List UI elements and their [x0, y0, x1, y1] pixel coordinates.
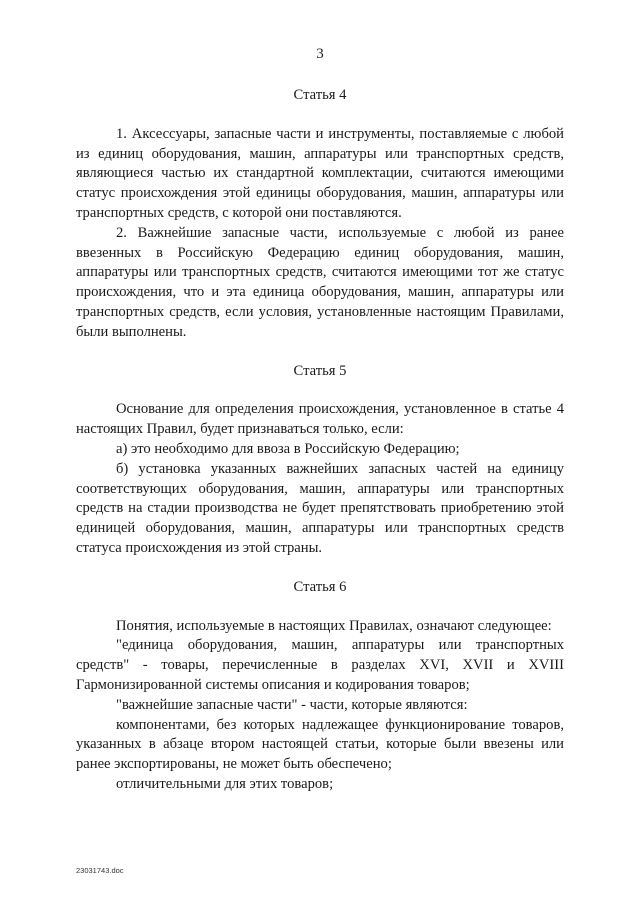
- article-heading: Статья 4: [293, 87, 347, 103]
- paragraph: 2. Важнейшие запасные части, используемые с любой из ранее ввезенных в Российскую Федерацию единиц оборудования, машин, аппаратуры или транспортных средств, считаются имеющими тот же статус происхождения, что и эта единица оборудования, машин, аппаратуры или транспортных средств, если условия, установленные настоящим Правилами, были выполнены.: [76, 224, 564, 340]
- article-5: [76, 362, 564, 559]
- article-heading: Статья 5: [293, 362, 347, 379]
- paragraph: компонентами, без которых надлежащее функционирование товаров, указанных в абзаце втором настоящей статьи, которые были ввезены или ранее экспортированы, не может быть обеспечено;: [76, 716, 564, 773]
- article-4: [76, 86, 564, 343]
- article-heading: Статья 6: [293, 578, 347, 595]
- file-name-footer: 23031743.doc: [76, 866, 124, 875]
- paragraph: "важнейшие запасные части" - части, которые являются:: [116, 696, 468, 713]
- paragraph: "единица оборудования, машин, аппаратуры или транспортных средств" - товары, перечисленные в разделах XVI, XVII и XVIII Гармонизированной системы описания и кодирования товаров;: [76, 637, 564, 693]
- paragraph: отличительными для этих товаров;: [116, 775, 334, 792]
- article-6: [76, 578, 564, 795]
- document-body: [76, 86, 564, 795]
- paragraph: Понятия, используемые в настоящих Правилах, означают следующее:: [116, 617, 552, 634]
- paragraph: Основание для определения происхождения, установленное в статье 4 настоящих Правил, будет признаваться только, если:: [76, 401, 564, 438]
- page-number: 3: [316, 46, 324, 62]
- paragraph: а) это необходимо для ввоза в Российскую Федерацию;: [116, 440, 460, 457]
- paragraph: б) установка указанных важнейших запасных частей на единицу соответствующих оборудования, машин, аппаратуры или транспортных средств на стадии производства не будет препятствовать приобретению этой единицей оборудования, машин, аппаратуры или транспортных средств статуса происхождения из этой страны.: [76, 460, 564, 556]
- paragraph: 1. Аксессуары, запасные части и инструменты, поставляемые с любой из единиц оборудования, машин, аппаратуры или транспортных средств, являющиеся частью их стандартной комплектации, считаются имеющими статус происхождения этой единицы оборудования, машин, аппаратуры или транспортных средств, с которой они поставляются.: [76, 125, 564, 221]
